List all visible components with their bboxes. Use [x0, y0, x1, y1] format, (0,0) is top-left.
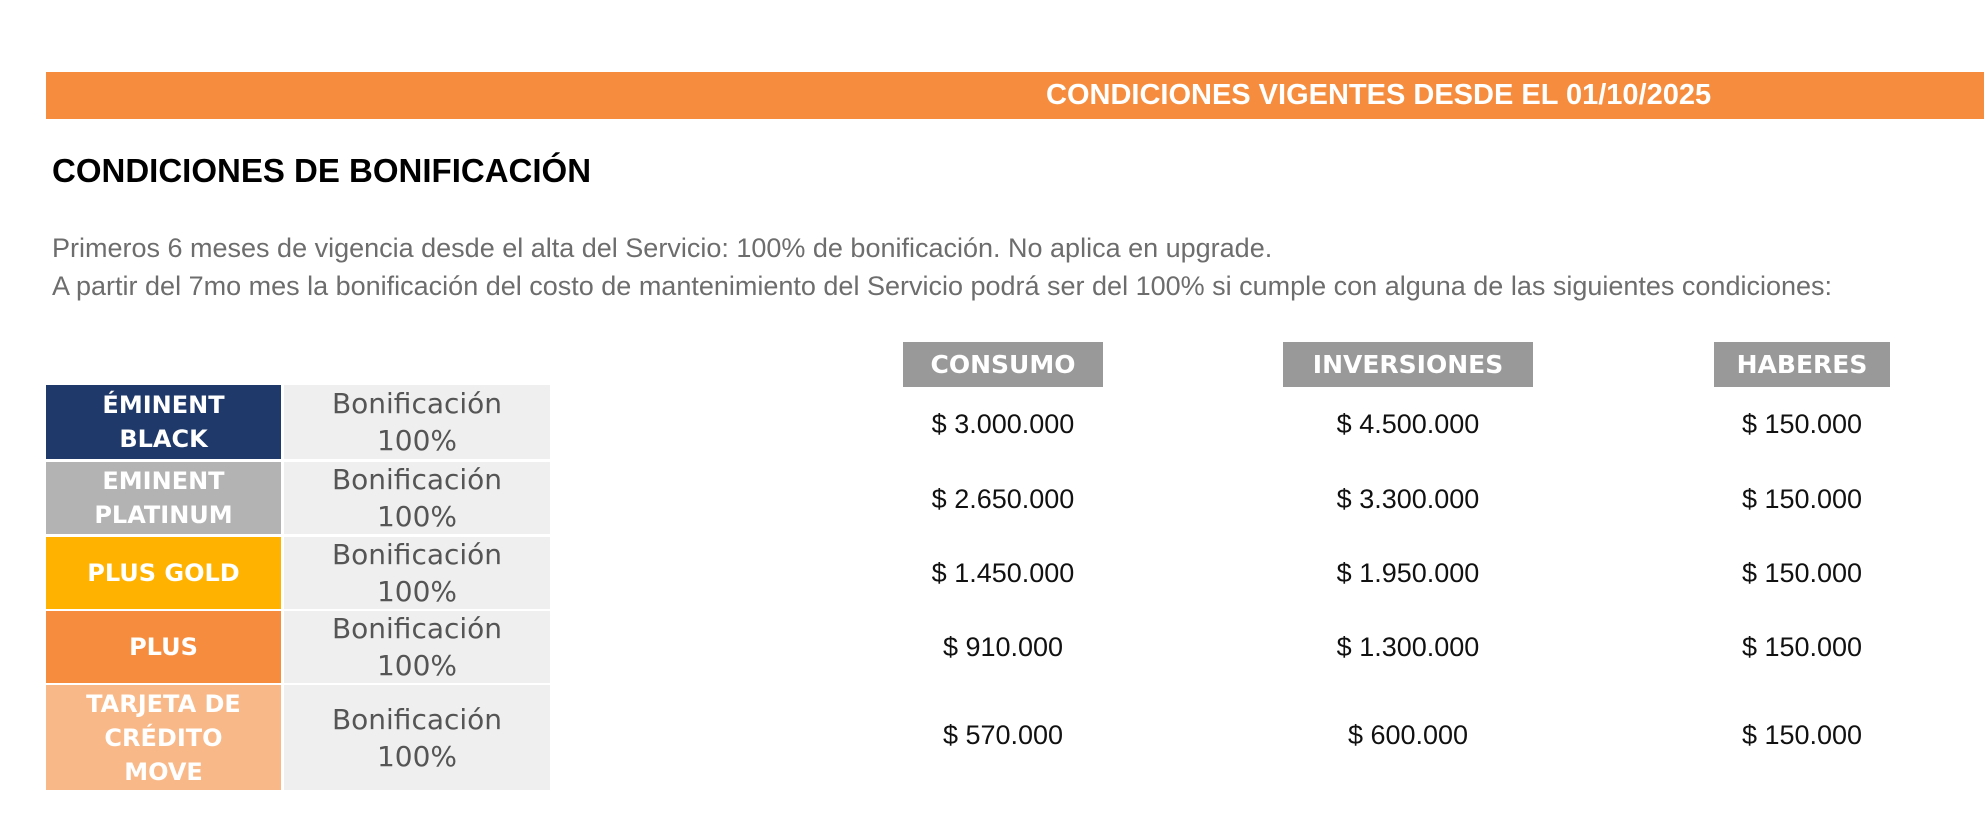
bonus-percent: 100%: [376, 424, 458, 457]
value-inversiones: $ 600.000: [1347, 720, 1469, 750]
bonus-label: Bonificación: [331, 463, 503, 496]
value-inversiones: $ 4.500.000: [1336, 409, 1480, 439]
tier-eminent-black: [46, 385, 281, 459]
bonus-cell: [284, 385, 550, 459]
tier-label-line: BLACK: [119, 425, 208, 453]
bonus-cell: [284, 462, 550, 534]
bonus-label: Bonificación: [331, 387, 503, 420]
bonus-percent: 100%: [376, 739, 458, 773]
bonus-percent: 100%: [376, 500, 458, 533]
value-haberes: $ 150.000: [1741, 632, 1863, 662]
intro-line-2: A partir del 7mo mes la bonificación del costo de mantenimiento del Servicio podrá ser del 100% si cumple con alguna de las siguientes condiciones:: [52, 271, 1833, 301]
bonus-label: Bonificación: [331, 538, 503, 571]
bonus-percent: 100%: [376, 649, 458, 682]
tier-plus-gold: [46, 537, 281, 609]
column-header-inversiones: INVERSIONES: [1283, 342, 1533, 387]
bonus-cell: [284, 611, 550, 683]
value-consumo: $ 570.000: [942, 720, 1064, 750]
bonus-cell: [284, 685, 550, 790]
value-consumo: $ 910.000: [942, 632, 1064, 662]
bonus-label: Bonificación: [331, 612, 503, 645]
header-banner: [46, 72, 1984, 119]
value-inversiones: $ 1.950.000: [1336, 558, 1480, 588]
tier-eminent-platinum: [46, 462, 281, 534]
value-haberes: $ 150.000: [1741, 720, 1863, 750]
column-header-haberes: HABERES: [1714, 342, 1890, 387]
intro-line-1: Primeros 6 meses de vigencia desde el alta del Servicio: 100% de bonificación. No aplica en upgrade.: [52, 233, 1273, 263]
tier-plus: [46, 611, 281, 683]
bonus-percent: 100%: [376, 575, 458, 608]
value-consumo: $ 2.650.000: [931, 484, 1075, 514]
tier-label-line: TARJETA DE: [86, 689, 241, 718]
tier-label-line: EMINENT: [102, 467, 225, 495]
value-consumo: $ 3.000.000: [931, 409, 1075, 439]
tier-tarjeta-credito-move: [46, 685, 281, 790]
value-haberes: $ 150.000: [1741, 484, 1863, 514]
value-haberes: $ 150.000: [1741, 409, 1863, 439]
tier-label-line: PLUS GOLD: [87, 559, 240, 587]
banner-title: CONDICIONES VIGENTES DESDE EL 01/10/2025: [1046, 79, 1712, 111]
tier-label-line: MOVE: [124, 757, 203, 786]
tier-label-line: PLUS: [129, 633, 198, 661]
section-title: CONDICIONES DE BONIFICACIÓN: [52, 152, 592, 189]
column-header-consumo: CONSUMO: [903, 342, 1103, 387]
value-inversiones: $ 3.300.000: [1336, 484, 1480, 514]
value-inversiones: $ 1.300.000: [1336, 632, 1480, 662]
tier-label-line: PLATINUM: [94, 501, 233, 529]
tier-label-line: CRÉDITO: [104, 723, 223, 752]
bonus-label: Bonificación: [331, 702, 503, 736]
tier-label-line: ÉMINENT: [102, 391, 225, 419]
value-haberes: $ 150.000: [1741, 558, 1863, 588]
bonus-cell: [284, 537, 550, 609]
value-consumo: $ 1.450.000: [931, 558, 1075, 588]
